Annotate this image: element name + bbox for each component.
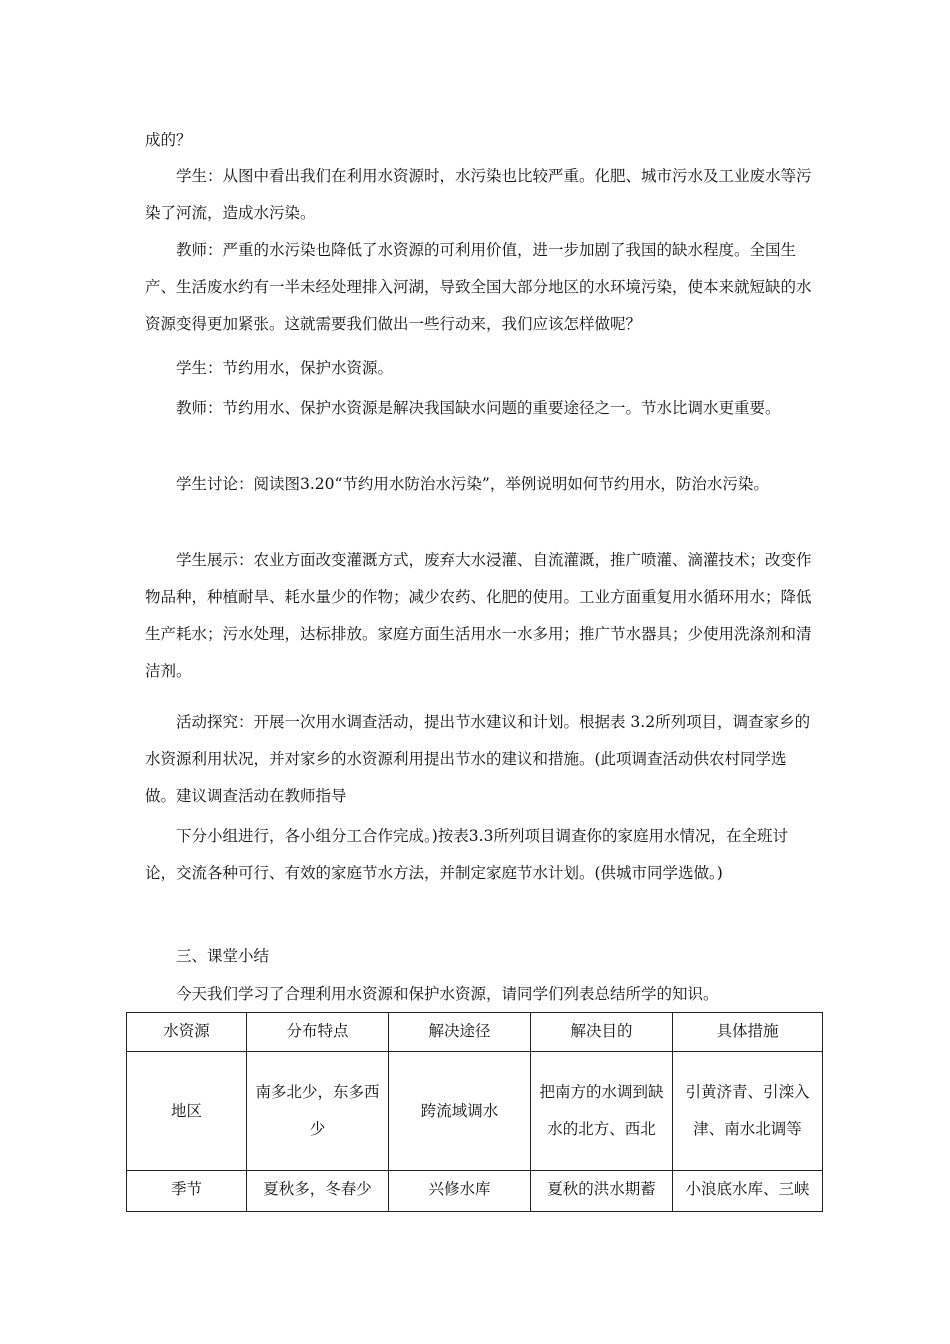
table-cell: 季节 (127, 1171, 247, 1212)
table-cell: 南多北少，东多西少 (247, 1052, 389, 1171)
paragraph-teacher-2: 教师：节约用水、保护水资源是解决我国缺水问题的重要途径之一。节水比调水更重要。 (176, 399, 781, 417)
table-header-cell: 解决途径 (389, 1013, 531, 1052)
table-cell: 跨流域调水 (389, 1052, 531, 1171)
paragraph-activity-cont: 下分小组进行，各小组分工合作完成。)按表3.3所列项目调查你的家庭用水情况，在全班讨论，交流各种可行、有效的家庭节水方法，并制定家庭节水计划。(供城市同学选做。) (145, 827, 788, 882)
table-cell: 引黄济青、引滦入津、南水北调等 (673, 1052, 823, 1171)
table-cell: 夏秋多，冬春少 (247, 1171, 389, 1212)
table-cell: 把南方的水调到缺水的北方、西北 (531, 1052, 673, 1171)
paragraph-0: 成的？ (145, 131, 192, 149)
paragraph-activity: 活动探究：开展一次用水调查活动，提出节水建议和计划。根据表 3.2所列项目，调查家乡的水资源利用状况，并对家乡的水资源利用提出节水的建议和措施。(此项调查活动供农村同学选做。建议调查活动在教师指导 (145, 713, 811, 805)
table-cell: 夏秋的洪水期蓄 (531, 1171, 673, 1212)
paragraph-student-2: 学生：节约用水，保护水资源。 (176, 359, 394, 377)
table-cell: 小浪底水库、三峡 (673, 1171, 823, 1212)
paragraph-student-1: 学生：从图中看出我们在利用水资源时，水污染也比较严重。化肥、城市污水及工业废水等污染了河流，造成水污染。 (145, 167, 812, 222)
table-header-row (127, 1013, 823, 1052)
table-header-cell: 解决目的 (531, 1013, 673, 1052)
paragraph-teacher-1: 教师：严重的水污染也降低了水资源的可利用价值，进一步加剧了我国的缺水程度。全国生产、生活废水约有一半未经处理排入河湖，导致全国大部分地区的水环境污染，使本来就短缺的水资源变得更加紧张。这就需要我们做出一些行动来，我们应该怎样做呢？ (145, 241, 812, 333)
table-row (127, 1171, 823, 1212)
paragraph-discussion: 学生讨论：阅读图3.20“节约用水防治水污染”，举例说明如何节约用水，防治水污染。 (176, 475, 769, 493)
table-row (127, 1052, 823, 1171)
paragraph-showcase: 学生展示：农业方面改变灌溉方式，废弃大水浸灌、自流灌溉，推广喷灌、滴灌技术；改变作物品种，种植耐旱、耗水量少的作物；减少农药、化肥的使用。工业方面重复用水循环用水；降低生产耗水；污水处理，达标排放。家庭方面生活用水一水多用；推广节水器具；少使用洗涤剂和清洁剂。 (145, 551, 812, 680)
table-header-cell: 具体措施 (673, 1013, 823, 1052)
table-header-cell: 水资源 (127, 1013, 247, 1052)
section-heading-summary: 三、课堂小结 (176, 947, 270, 965)
table-header-cell: 分布特点 (247, 1013, 389, 1052)
table-cell: 地区 (127, 1052, 247, 1171)
table-cell: 兴修水库 (389, 1171, 531, 1212)
paragraph-summary-intro: 今天我们学习了合理利用水资源和保护水资源，请同学们列表总结所学的知识。 (176, 985, 719, 1003)
summary-table (126, 1012, 823, 1212)
